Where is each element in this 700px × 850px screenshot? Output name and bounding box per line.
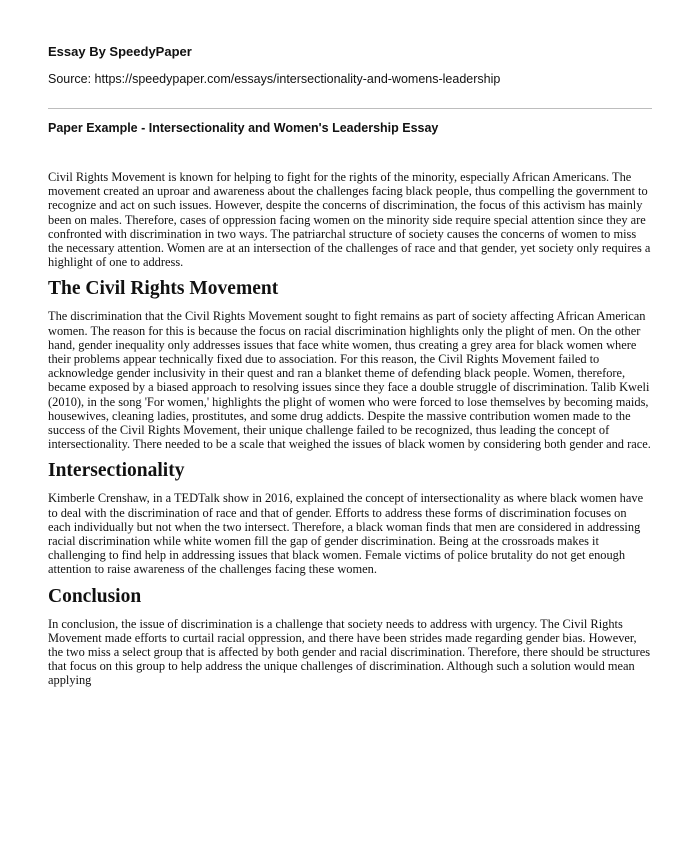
section-heading-civil-rights: The Civil Rights Movement	[48, 278, 279, 300]
paper-title: Paper Example - Intersectionality and Women's Leadership Essay	[48, 121, 439, 135]
essay-body	[48, 170, 652, 696]
intro-paragraph: Civil Rights Movement is known for helping to fight for the rights of the minority, especially African Americans. The movement created an uproar and awareness about the challenges facing black people, thus compelling the government to recognize and act on such issues. However, despite the concerns of discrimination, the focus of this activism has mainly been on males. Therefore, cases of oppression facing women on the minority side require special attention since they are confronted with discrimination in two ways. The patriarchal structure of society causes the concerns of women to miss the necessary attention. Women are at an intersection of the challenges of race and that gender, yet society only requires a highlight of one to address.	[48, 170, 651, 270]
section-heading-intersectionality: Intersectionality	[48, 460, 185, 482]
section-paragraph-civil-rights: The discrimination that the Civil Rights Movement sought to fight remains as part of society affecting African American women. The reason for this is because the focus on racial discrimination highlights only the plight of men. On the other hand, gender inequality only addresses issues that face white women, thus creating a grey area for black women where their problems appear technically fixed due to association. For this reason, the Civil Rights Movement failed to acknowledge gender inclusivity in their quest and ran a blanket theme of defending black people. Women, therefore, became exposed by a biased approach to resolving issues since they face a double struggle of discrimination. Talib Kweli (2010), in the song 'For women,' highlights the plight of women who were forced to lose themselves by becoming maids, housewives, cleaning ladies, prostitutes, and some drug addicts. Despite the massive contribution women made to the success of the Civil Rights Movement, their unique challenge failed to be recognized, thus leading the concept of intersectionality. There needed to be a scale that weighed the issues of black women by considering both gender and race.	[48, 309, 651, 452]
site-title: Essay By SpeedyPaper	[48, 44, 192, 59]
header-divider	[48, 108, 652, 109]
source-line: Source: https://speedypaper.com/essays/intersectionality-and-womens-leadership	[48, 72, 501, 86]
section-paragraph-conclusion: In conclusion, the issue of discrimination is a challenge that society needs to address with urgency. The Civil Rights Movement made efforts to curtail racial oppression, and there have been strides made regarding gender bias. However, the two miss a select group that is affected by both gender and racial discrimination. Therefore, there should be structures that focus on this group to help address the unique challenges of discrimination. Although such a solution would mean applying	[48, 616, 651, 688]
section-heading-conclusion: Conclusion	[48, 585, 142, 607]
section-paragraph-intersectionality: Kimberle Crenshaw, in a TEDTalk show in 2016, explained the concept of intersectionality as where black women have to deal with the discrimination of race and that of gender. Efforts to address these forms of discrimination focuses on each individually but not when the two intersect. Therefore, a black woman finds that men are considered in addressing racial discrimination while white women fill the gap of gender discrimination. Being at the crossroads makes it challenging to find help in addressing issues that black women. Female victims of police brutality do not get enough attention to raise awareness of the challenges facing these women.	[48, 491, 644, 577]
